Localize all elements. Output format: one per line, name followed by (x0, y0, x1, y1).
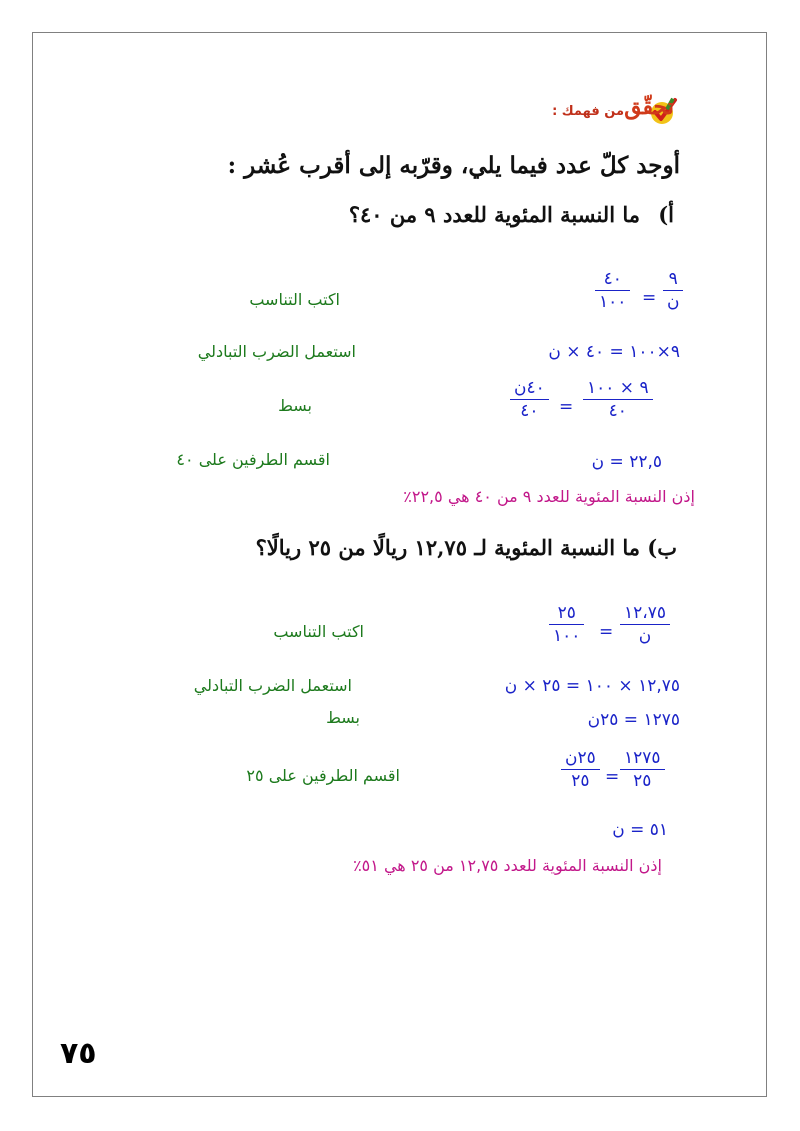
part-b-step4-left-fraction (620, 747, 665, 792)
part-a-step3-left-fraction (583, 377, 653, 422)
fraction-numerator: ٩ × ١٠٠ (587, 378, 649, 398)
part-b-step4-note: اقسم الطرفين على ٢٥ (246, 766, 400, 785)
page-number: ٧٥ (60, 1036, 97, 1071)
part-b-step4-right-fraction (561, 747, 600, 792)
part-b-step1-note: اكتب التناسب (273, 622, 364, 641)
part-a-label: أ) (658, 202, 674, 227)
fraction-denominator: ١٠٠ (599, 292, 627, 312)
part-b-step2-equation: ١٢,٧٥ × ١٠٠ = ٢٥ × ن (504, 676, 680, 696)
part-a-step4-equation: ٢٢,٥ = ن (591, 452, 662, 472)
fraction-numerator: ٤٠ (603, 269, 622, 289)
equals-sign: = (642, 288, 657, 308)
part-b-step3-note: بسط (326, 708, 360, 727)
fraction-numerator: ١٢،٧٥ (624, 603, 667, 623)
part-b-question: ما النسبة المئوية لـ ١٢,٧٥ ريالًا من ٢٥ ريالًا؟ (255, 535, 640, 560)
part-b-step5-equation: ٥١ = ن (612, 820, 668, 840)
fraction-numerator: ٢٥ن (565, 748, 596, 768)
fraction-numerator: ١٢٧٥ (624, 748, 661, 768)
check-understanding-title: تحقّق (624, 94, 674, 120)
part-a-step2-equation: ٩×١٠٠ = ٤٠ × ن (548, 342, 680, 362)
part-b-conclusion: إذن النسبة المئوية للعدد ١٢,٧٥ من ٢٥ هي ٥١٪ (353, 856, 662, 875)
part-b-step2-note: استعمل الضرب التبادلي (193, 676, 352, 695)
part-a-step2-note: استعمل الضرب التبادلي (197, 342, 356, 361)
fraction-numerator: ٢٥ (557, 603, 576, 623)
fraction-denominator: ن (638, 626, 652, 646)
page-frame (32, 32, 767, 1097)
fraction-denominator: ١٠٠ (553, 626, 581, 646)
part-a-step1-right-fraction (595, 268, 630, 313)
equals-sign: = (559, 397, 574, 417)
fraction-denominator: ٤٠ (520, 401, 539, 421)
part-b-step1-right-fraction (549, 602, 584, 647)
part-b-step3-equation: ١٢٧٥ = ٢٥ن (587, 710, 680, 730)
fraction-numerator: ٤٠ن (514, 378, 545, 398)
fraction-numerator: ٩ (668, 269, 678, 289)
equals-sign: = (605, 767, 620, 787)
part-b-label: ب) (647, 535, 677, 560)
part-a-step3-note: بسط (278, 396, 312, 415)
part-a-question: ما النسبة المئوية للعدد ٩ من ٤٠؟ (348, 202, 640, 227)
part-a-step1-left-fraction (663, 268, 683, 313)
part-a-step1-note: اكتب التناسب (249, 290, 340, 309)
main-instruction: أوجد كلّ عدد فيما يلي، وقرّبه إلى أقرب عُشر : (227, 152, 680, 179)
fraction-denominator: ٤٠ (608, 401, 627, 421)
check-understanding-subtitle: من فهمك : (552, 104, 624, 119)
fraction-denominator: ٢٥ (633, 771, 652, 791)
part-a-step4-note: اقسم الطرفين على ٤٠ (176, 450, 330, 469)
fraction-denominator: ٢٥ (571, 771, 590, 791)
part-a-step3-right-fraction (510, 377, 549, 422)
part-b-step1-left-fraction (620, 602, 670, 647)
part-a-conclusion: إذن النسبة المئوية للعدد ٩ من ٤٠ هي ٢٢,٥٪ (403, 487, 695, 506)
fraction-denominator: ن (667, 292, 680, 312)
equals-sign: = (599, 622, 614, 642)
